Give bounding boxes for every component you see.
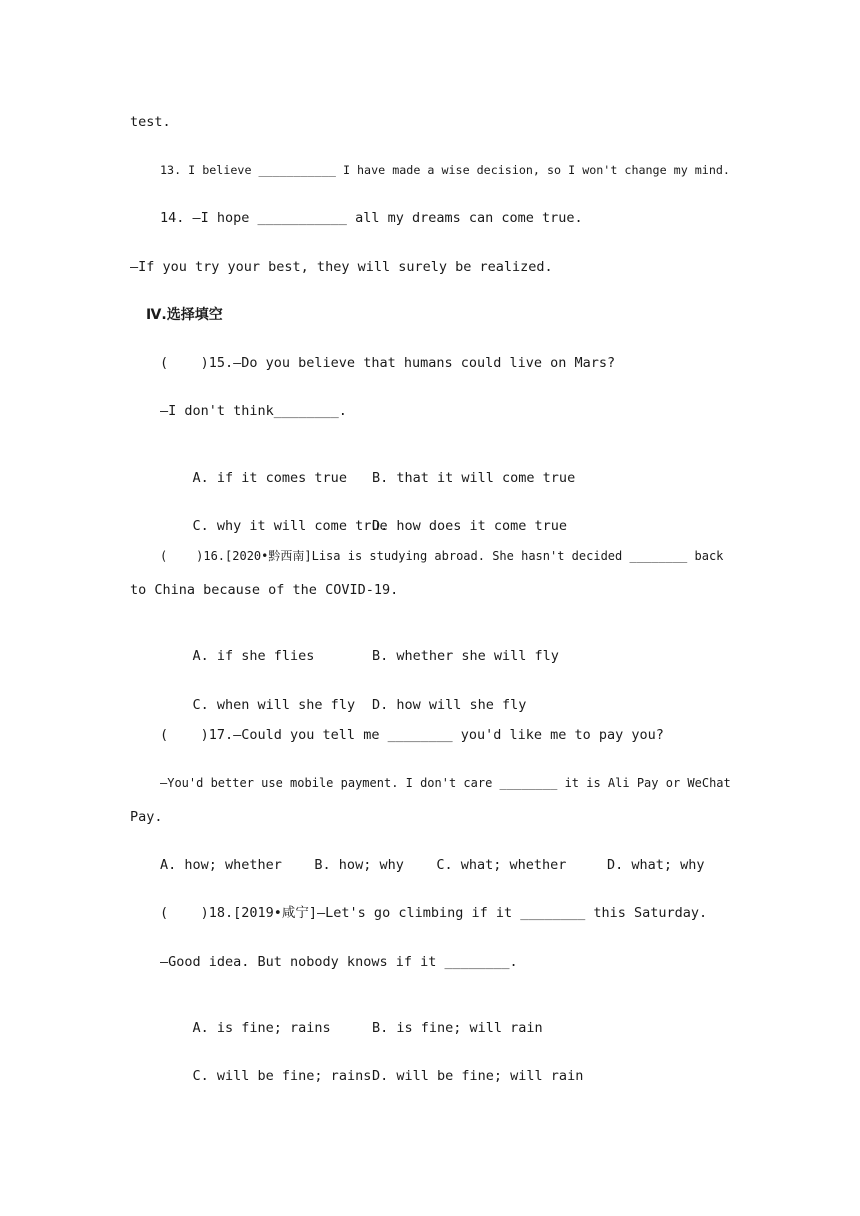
question-16-options-row-2	[160, 678, 527, 732]
question-14: 14. —I hope ___________ all my dreams can come true.	[160, 210, 583, 226]
option-b: B. whether she will fly	[372, 648, 559, 664]
previous-question-tail: test.	[130, 114, 171, 130]
option-c: C. will be fine; rains	[192, 1068, 372, 1084]
question-15-options-row-1	[160, 451, 576, 505]
question-18-options-row-2	[160, 1049, 584, 1103]
question-17-reply-continued: Pay.	[130, 809, 163, 825]
question-17-options: A. how; whether B. how; why C. what; whether D. what; why	[160, 857, 705, 873]
option-a: A. if it comes true	[192, 470, 347, 486]
question-17-reply: —You'd better use mobile payment. I don't care ________ it is Ali Pay or WeChat	[160, 776, 731, 790]
option-b: B. is fine; will rain	[372, 1020, 543, 1036]
question-17: ( )17.—Could you tell me ________ you'd like me to pay you?	[160, 727, 664, 743]
question-18-options-row-1	[160, 1001, 543, 1055]
option-d: D. how does it come true	[372, 518, 568, 534]
question-16-options-row-1	[160, 629, 559, 683]
question-14-reply: —If you try your best, they will surely be realized.	[130, 259, 553, 275]
option-c: C. why it will come true	[192, 518, 388, 534]
question-15-options-row-2	[160, 499, 568, 553]
option-d: D. will be fine; will rain	[372, 1068, 584, 1084]
question-16: ( )16.[2020•黔西南]Lisa is studying abroad. She hasn't decided ________ back	[160, 549, 724, 563]
question-15: ( )15.—Do you believe that humans could live on Mars?	[160, 355, 616, 371]
question-16-continued: to China because of the COVID-19.	[130, 582, 399, 598]
question-18-reply: —Good idea. But nobody knows if it ________.	[160, 954, 518, 970]
question-15-reply: —I don't think________.	[160, 403, 347, 419]
option-b: B. that it will come true	[372, 470, 576, 486]
question-13: 13. I believe ___________ I have made a wise decision, so I won't change my mind.	[160, 163, 730, 177]
section-heading: Ⅳ.选择填空	[146, 307, 223, 323]
question-18: ( )18.[2019•咸宁]—Let's go climbing if it ________ this Saturday.	[160, 905, 708, 921]
option-a: A. if she flies	[192, 648, 315, 664]
option-c: C. when will she fly	[192, 697, 356, 713]
option-d: D. how will she fly	[372, 697, 527, 713]
option-a: A. is fine; rains	[192, 1020, 331, 1036]
